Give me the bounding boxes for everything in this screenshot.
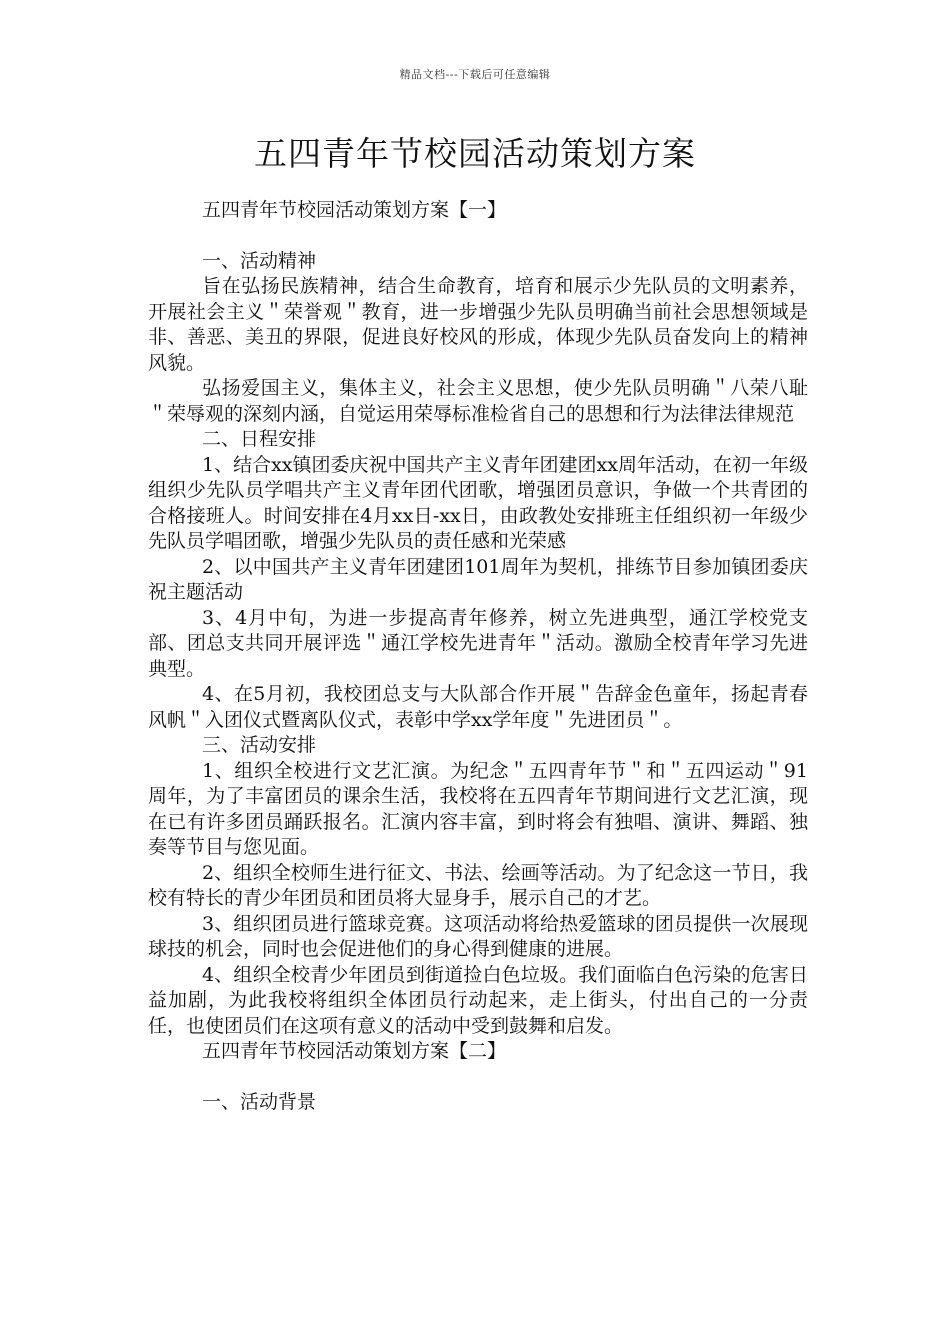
- paragraph: 4、组织全校青少年团员到街道捡白色垃圾。我们面临白色污染的危害日益加剧，为此我校将组织全体团员行动起来，走上街头，付出自己的一分责任，也使团员们在这项有意义的活动中受到鼓舞和启发。: [148, 963, 808, 1037]
- paragraph: 2、以中国共产主义青年团建团101周年为契机，排练节目参加镇团委庆祝主题活动: [148, 555, 808, 603]
- paragraph: 3、组织团员进行篮球竞赛。这项活动将给热爱篮球的团员提供一次展现球技的机会，同时也会促进他们的身心得到健康的进展。: [148, 912, 808, 960]
- paragraph: 1、组织全校进行文艺汇演。为纪念＂五四青年节＂和＂五四运动＂91周年，为了丰富团员的课余生活，我校将在五四青年节期间进行文艺汇演，现在已有许多团员踊跃报名。汇演内容丰富，到时将会有独唱、演讲、舞蹈、独奏等节目与您见面。: [148, 759, 808, 858]
- paragraph: 旨在弘扬民族精神，结合生命教育，培育和展示少先队员的文明素养，开展社会主义＂荣誉观＂教育，进一步增强少先队员明确当前社会思想领域是非、善恶、美丑的界限，促进良好校风的形成，体现少先队员奋发向上的精神风貌。: [148, 275, 808, 374]
- paragraph: 1、结合xx镇团委庆祝中国共产主义青年团建团xx周年活动，在初一年级组织少先队员学唱共产主义青年团代团歌，增强团员意识，争做一个共青团的合格接班人。时间安排在4月xx日-xx日，由政教处安排班主任组织初一年级少先队员学唱团歌，增强少先队员的责任感和光荣感: [148, 453, 808, 552]
- paragraph: 2、组织全校师生进行征文、书法、绘画等活动。为了纪念这一节日，我校有特长的青少年团员和团员将大显身手，展示自己的才艺。: [148, 861, 808, 909]
- header-note: 精品文档---下载后可任意编辑: [399, 68, 551, 81]
- heading-schedule: 二、日程安排: [202, 428, 317, 450]
- section-heading-plan-one: 五四青年节校园活动策划方案【一】: [202, 199, 507, 221]
- paragraph: 3、4月中旬，为进一步提高青年修养，树立先进典型，通江学校党支部、团总支共同开展评选＂通江学校先进青年＂活动。激励全校青年学习先进典型。: [148, 606, 808, 680]
- document-title: 五四青年节校园活动策划方案: [254, 134, 696, 173]
- section-heading-plan-two: 五四青年节校园活动策划方案【二】: [202, 1040, 507, 1062]
- document-body: [148, 198, 808, 1115]
- heading-activity-arrangement: 三、活动安排: [202, 734, 317, 756]
- heading-activity-spirit: 一、活动精神: [202, 249, 317, 272]
- paragraph: 4、在5月初，我校团总支与大队部合作开展＂告辞金色童年，扬起青春风帆＂入团仪式暨离队仪式，表彰中学xx学年度＂先进团员＂。: [148, 683, 808, 731]
- heading-activity-background: 一、活动背景: [202, 1090, 317, 1113]
- paragraph: 弘扬爱国主义，集体主义，社会主义思想，使少先队员明确＂八荣八耻＂荣辱观的深刻内涵，自觉运用荣辱标准检省自己的思想和行为法律法律规范: [148, 377, 808, 425]
